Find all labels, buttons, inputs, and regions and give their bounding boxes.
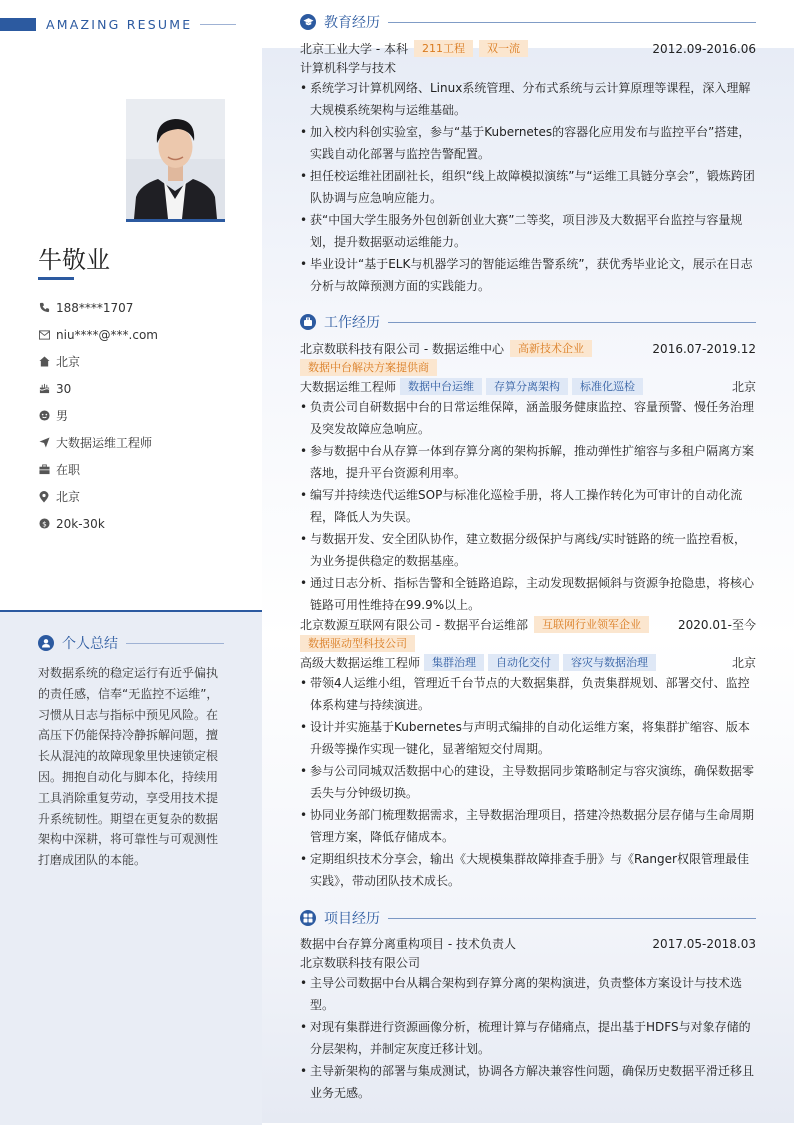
salary-row	[38, 510, 158, 537]
work-header	[300, 312, 756, 332]
list-item: • 负责公司自研数据中台的日常运维保障，涵盖服务健康监控、容量预警、慢任务治理及突发故障应急响应。	[300, 396, 756, 440]
project-company-row	[300, 953, 756, 972]
phone-value: 188****1707	[56, 300, 134, 315]
person-icon	[38, 635, 54, 651]
company-name: 北京数源互联网有限公司 - 数据平台运维部	[300, 618, 528, 632]
role-tag: 自动化交付	[488, 654, 559, 671]
education-divider	[388, 22, 756, 23]
major-row	[300, 58, 756, 77]
hometown-row	[38, 348, 158, 375]
job-bullets	[300, 672, 756, 892]
location-row	[38, 483, 158, 510]
list-item: • 主导新架构的部署与集成测试，协调各方解决兼容性问题，确保历史数据平滑迁移且业务无感。	[300, 1060, 756, 1104]
gender-value: 男	[56, 409, 69, 423]
list-item: • 定期组织技术分享会，输出《大规模集群故障排查手册》与《Ranger权限管理最佳实践》，带动团队技术成长。	[300, 848, 756, 892]
mail-icon	[38, 329, 50, 341]
avatar	[126, 99, 225, 222]
project-entry	[300, 934, 756, 1104]
phone-icon	[38, 302, 50, 314]
position-value: 大数据运维工程师	[56, 436, 153, 450]
company-row	[300, 339, 756, 358]
education-header	[300, 12, 756, 32]
job-date: 2020.01-至今	[678, 618, 756, 632]
summary-divider	[126, 643, 224, 644]
projects-divider	[388, 918, 756, 919]
grid-icon	[300, 910, 316, 926]
school-tag: 211工程	[414, 40, 473, 57]
job-city: 北京	[731, 656, 756, 670]
education-date: 2012.09-2016.06	[652, 41, 756, 56]
location-icon	[38, 491, 50, 503]
gender-row	[38, 402, 158, 429]
age-row	[38, 375, 158, 402]
status-value: 在职	[56, 463, 81, 477]
company-tag: 互联网行业领军企业	[534, 616, 649, 633]
projects-title: 项目经历	[324, 911, 380, 927]
company-tag: 高新技术企业	[510, 340, 592, 357]
brand-header	[0, 17, 236, 32]
hometown-value: 北京	[56, 355, 81, 369]
job-city: 北京	[731, 380, 756, 394]
job-entry	[300, 339, 756, 616]
education-bullets	[300, 77, 756, 297]
list-item: • 对现有集群进行资源画像分析，梳理计算与存储痛点，提出基于HDFS与对象存储的分层架构，并制定灰度迁移计划。	[300, 1016, 756, 1060]
major-name: 计算机科学与技术	[300, 61, 397, 75]
project-bullets	[300, 972, 756, 1104]
phone-row	[38, 294, 158, 321]
company-tag-row	[300, 634, 756, 653]
company-tag: 数据驱动型科技公司	[300, 635, 415, 652]
age-value: 30	[56, 381, 72, 396]
brand-line	[200, 24, 236, 25]
role-row	[300, 653, 756, 672]
role-row	[300, 377, 756, 396]
role-tag: 标准化巡检	[572, 378, 643, 395]
summary-text: 对数据系统的稳定运行有近乎偏执的责任感，信奉“无监控不运维”，习惯从日志与指标中预见风险。在高压下仍能保持冷静拆解问题，擅长从混沌的故障现象里快速锁定根因。拥抱自动化与脚本化，持续用工具消除重复劳动，享受用技术提升系统韧性。期望在更复杂的数据架构中深耕，将可靠性与可观测性打磨成团队的本能。	[38, 666, 219, 868]
list-item: • 与数据开发、安全团队协作，建立数据分级保护与离线/实时链路的统一监控看板，为业务提供稳定的数据基座。	[300, 528, 756, 572]
summary-title: 个人总结	[62, 636, 118, 652]
job-entry	[300, 615, 756, 892]
role-tag: 容灾与数据治理	[563, 654, 656, 671]
list-item: • 担任校运维社团副社长，组织“线上故障模拟演练”与“运维工具链分享会”，锻炼跨团队协调与应急响应能力。	[300, 165, 756, 209]
list-item: • 协同业务部门梳理数据需求，主导数据治理项目，搭建冷热数据分层存储与生命周期管理方案，降低存储成本。	[300, 804, 756, 848]
brand-text: AMAZING RESUME	[46, 17, 193, 32]
company-row	[300, 615, 756, 634]
list-item: • 编写并持续迭代运维SOP与标准化巡检手册，将人工操作转化为可审计的自动化流程，降低人为失误。	[300, 484, 756, 528]
job-date: 2016.07-2019.12	[652, 341, 756, 356]
briefcase-icon	[38, 464, 50, 476]
list-item: • 主导公司数据中台从耦合架构到存算分离的架构演进，负责整体方案设计与技术选型。	[300, 972, 756, 1016]
work-title: 工作经历	[324, 315, 380, 331]
role-tag: 存算分离架构	[486, 378, 568, 395]
list-item: • 系统学习计算机网络、Linux系统管理、分布式系统与云计算原理等课程，深入理解大规模系统架构与运维基础。	[300, 77, 756, 121]
work-icon	[300, 314, 316, 330]
salary-icon	[38, 518, 50, 530]
face-icon	[38, 410, 50, 422]
role-title: 高级大数据运维工程师	[300, 656, 421, 670]
profile-name: 牛敬业	[38, 246, 110, 274]
school-tag: 双一流	[479, 40, 528, 57]
project-company: 北京数联科技有限公司	[300, 956, 421, 970]
cake-icon	[38, 383, 50, 395]
graduation-cap-icon	[300, 14, 316, 30]
status-row	[38, 456, 158, 483]
summary-header	[38, 633, 224, 653]
list-item: • 获“中国大学生服务外包创新创业大赛”二等奖，项目涉及大数据平台监控与容量规划，提升数据驱动运维能力。	[300, 209, 756, 253]
role-title: 大数据运维工程师	[300, 380, 397, 394]
brand-bar	[0, 18, 36, 31]
school-name: 北京工业大学 - 本科	[300, 42, 408, 56]
list-item: • 参与数据中台从存算一体到存算分离的架构拆解，推动弹性扩缩容与多租户隔离方案落地，提升平台资源利用率。	[300, 440, 756, 484]
role-tag: 集群治理	[424, 654, 484, 671]
email-row	[38, 321, 158, 348]
name-underline	[38, 277, 74, 280]
location-value: 北京	[56, 490, 81, 504]
list-item: • 设计并实施基于Kubernetes与声明式编排的自动化运维方案，将集群扩缩容、版本升级等操作实现一键化，显著缩短交付周期。	[300, 716, 756, 760]
email-value: niu****@***.com	[56, 327, 158, 342]
job-bullets	[300, 396, 756, 616]
project-row	[300, 934, 756, 953]
salary-value: 20k-30k	[56, 516, 105, 531]
list-item: • 带领4人运维小组，管理近千台节点的大数据集群，负责集群规划、部署交付、监控体系构建与持续演进。	[300, 672, 756, 716]
company-tag-row	[300, 358, 756, 377]
role-tag: 数据中台运维	[400, 378, 482, 395]
education-row	[300, 39, 756, 58]
send-icon	[38, 437, 50, 449]
education-entry	[300, 39, 756, 297]
project-date: 2017.05-2018.03	[652, 936, 756, 951]
list-item: • 通过日志分析、指标告警和全链路追踪，主动发现数据倾斜与资源争抢隐患，将核心链路可用性维持在99.9%以上。	[300, 572, 756, 616]
list-item: • 加入校内科创实验室，参与“基于Kubernetes的容器化应用发布与监控平台”搭建，实践自动化部署与监控告警配置。	[300, 121, 756, 165]
contact-info	[38, 294, 158, 537]
position-row	[38, 429, 158, 456]
work-divider	[388, 322, 756, 323]
projects-header	[300, 908, 756, 928]
svg-text:$: $	[41, 519, 47, 529]
list-item: • 毕业设计“基于ELK与机器学习的智能运维告警系统”，获优秀毕业论文，展示在日志分析与故障预测方面的实践能力。	[300, 253, 756, 297]
home-icon	[38, 356, 50, 368]
company-name: 北京数联科技有限公司 - 数据运维中心	[300, 342, 504, 356]
project-name: 数据中台存算分离重构项目 - 技术负责人	[300, 937, 516, 951]
list-item: • 参与公司同城双活数据中心的建设，主导数据同步策略制定与容灾演练，确保数据零丢失与分钟级切换。	[300, 760, 756, 804]
company-tag: 数据中台解决方案提供商	[300, 359, 437, 376]
education-title: 教育经历	[324, 15, 380, 31]
